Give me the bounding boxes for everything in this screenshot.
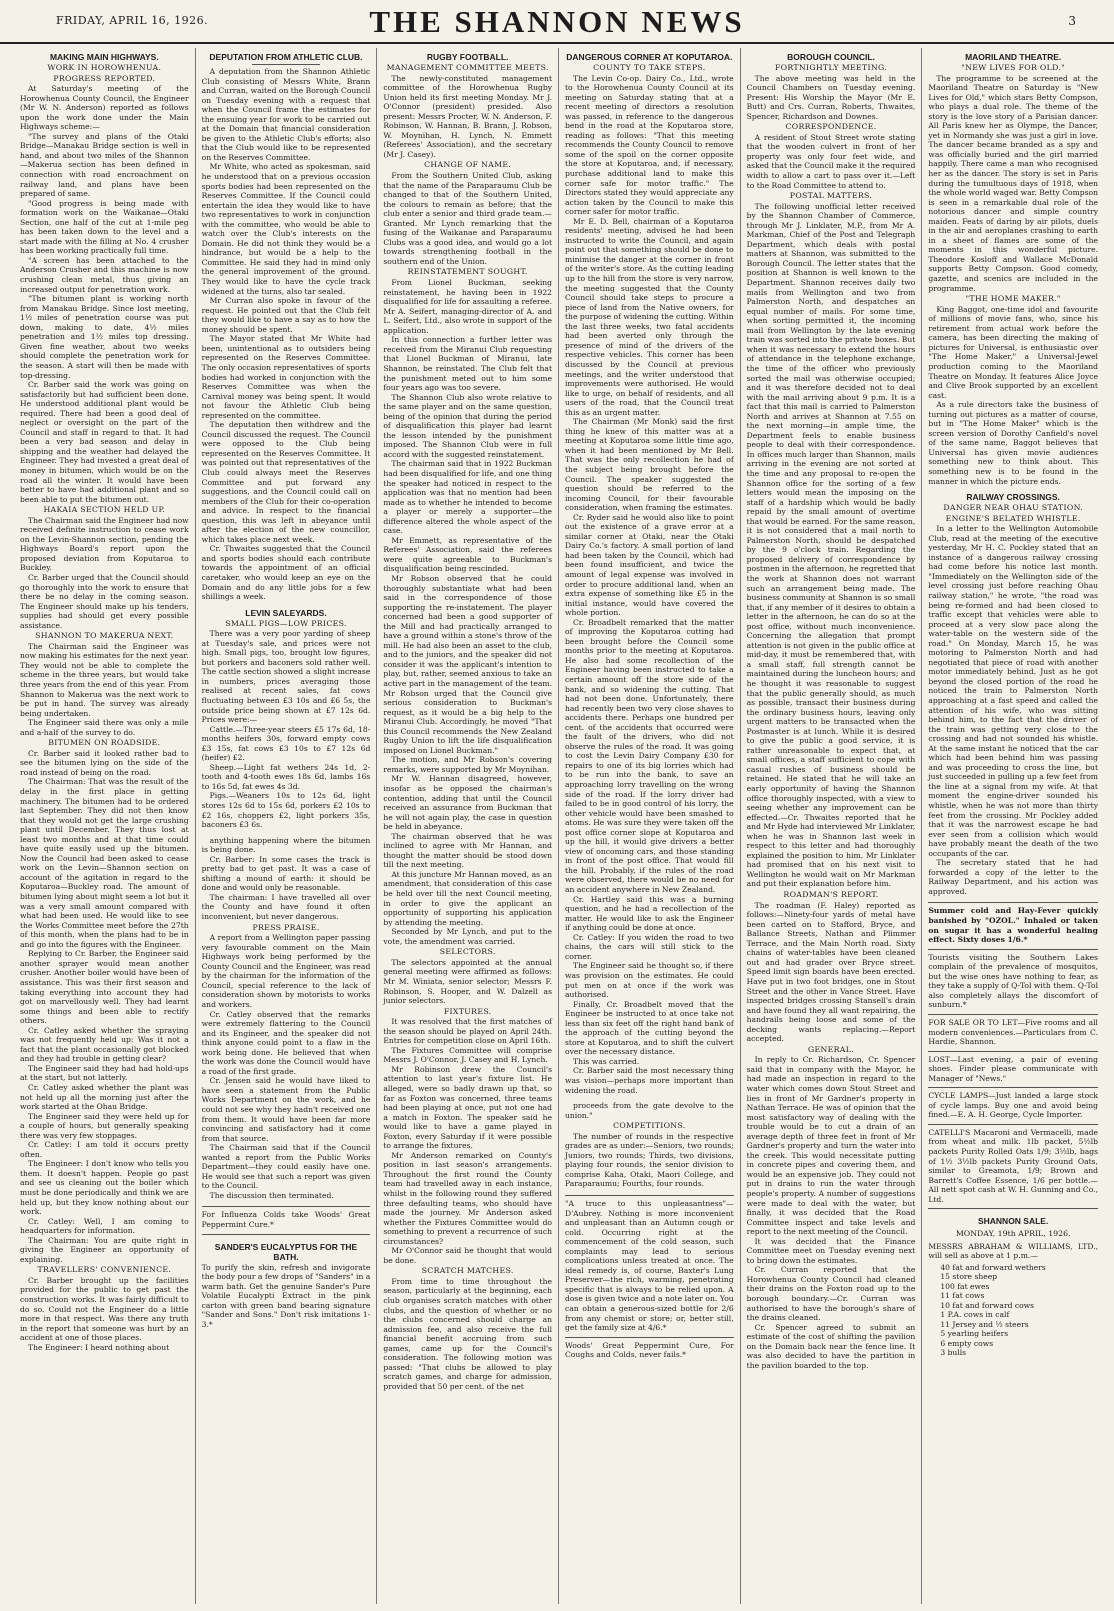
paragraph: The Engineer said he thought so, if there was provision on the estimates. He could put men on at once if the work was authorised. — [565, 961, 734, 1000]
sale-lots — [928, 1263, 1098, 1358]
headline: MAKING MAIN HIGHWAYS. — [49, 52, 159, 62]
subheading: PRESS PRAISE. — [252, 922, 320, 932]
paragraph: The Chairman said that if the Council wanted a report from the Public Works Department—they could easily have one. He would see that such a report was given to the Council. — [201, 1143, 371, 1191]
paragraph: King Baggot, one-time idol and favourite of millions of movie fans, who, since his retirement from actual work before the camera, has been directing the making of pictures for Universal, is enthusiastic over "The Home Maker," a Universal-Jewel production coming to the Maoriland Theatre on Monday. It features Alice Joyce and Clive Brook supported by an excellent cast. — [928, 304, 1098, 400]
article-main-highways — [20, 52, 189, 1352]
paragraph: The Mayor stated that Mr White had been, unintentional as to outsiders being represented on the Reserves Committee. The only occasion representatives of sports bodies had worked in conjunction with the Reserves Committee was when the Carnival money was being spent. It would not favour the Athletic Club being represented on the committee. — [201, 334, 371, 420]
paragraph: Replying to Cr. Barber, the Engineer said another sprayer would mean another crusher. Another boiler would have been of assistance. This was their first season and taking everything into account they had got on marvellously well. They had learnt some things and been able to rectify others. — [20, 949, 189, 1026]
paragraph: "The bitumen plant is working north from Manakau Bridge. Since lost meeting, 1½ miles of penetration course was put down, making to date, 4½ miles penetration and 1½ miles top dressing. Given fine weather, about two weeks should complete the penetration work for the season. A start will then be made with top-dressing. — [20, 294, 189, 380]
paragraph: In a letter to the Wellington Automobile Club, read at the meeting of the executive yesterday, Mr H. C. Pockley stated that an instance of a dangerous railway crossing had come before his notice last month. "Immediately on the Wellington side of the level crossing just before reaching Ohau railway station," he wrote, "the road was being re-formed and had been closed to traffic except that vehicles were able to proceed at a very slow pace along the water-table on the western side of the road." On Monday, March 15, he was motoring to Palmerston North and had negotiated that piece of road with another motor immediately behind. Just as he got beyond the closed portion of the road he noticed the train to Palmerston North approaching at a fast speed and called the attention of his wife, who was sitting behind him, to the fact that the driver of the train was getting very close to the crossing and had not sounded his whistle. At the same instant he noticed that the car which had been behind him was passing and was proceeding to cross the line, but just succeeded in pulling up a few feet from the line at a signal from my wife. At that moment the engine-driver sounded his whistle, when he was not more than thirty feet from the crossing. Mr Pockley added that it was the narrowest escape he had ever seen from a collision which would have probably meant the death of the two occupants of the car. — [928, 524, 1098, 858]
advert-text: Woods' Great Peppermint Cure, For Coughs and Colds, never fails.* — [565, 1340, 734, 1360]
paragraph: The discussion then terminated. — [209, 1190, 334, 1200]
subheading: "NEW LIVES FOR OLD." — [961, 63, 1066, 72]
paragraph: The Levin Co-op. Dairy Co., Ltd., wrote to the Horowhenua County Council at its meeting on Saturday stating that at a recent meeting of directors a resolution was passed, in reference to the dangerous bend in the road at the Koputaroa store, reading as follows: "That this meeting recommends the County Council to remove some of the spoil on the corner opposite the store at Koputaroa, and, if necessary, purchase additional land to make this corner safe for motor traffic." The Directors stated they would appreciate any action taken by the Council to make this corner safer for motor traffic. — [565, 73, 734, 217]
advert-text: LOST—Last evening, a pair of evening shoes. Finder please communicate with Manager of "News." — [928, 1054, 1098, 1083]
sale-lot: 3 bulls — [940, 1348, 967, 1358]
subheading: COMPETITIONS. — [613, 1121, 686, 1131]
advert-sanders — [202, 1234, 371, 1330]
paragraph: The Chairman: You are quite right in giving the Engineer an opportunity of explaining. — [20, 1235, 189, 1264]
headline: MAORILAND THEATRE. — [965, 52, 1062, 62]
paragraph: Mr Robson observed that he could thoroughly substantiate what had been said in the correspondence of those supporting the re-instatement. The player concerned had been a good supporter of the Mill and had practically arranged to have a ground within a stone's throw of the mill. He had also been an asset to the club, and to the juniors, and the speaker did not consider it was the applicant's intention to play, but, rather, seemed anxious to take an active part in the management of the team. Mr Robson urged that the Council give serious consideration to Buckman's request, as it would be a big help to the Miranui Club. Accordingly, he moved "That this Council recommends the New Zealand Rugby Union to lift the life disqualification imposed on Lionel Buckman." — [383, 573, 552, 755]
paragraph: Mr Robinson drew the Council's attention to last year's fixture list. He alleged, were so badly drawn up that, so far as Foxton was concerned, three teams had been playing at once, put not one had a match in Foxton. The speaker said he would like to have a game played in Foxton, every Saturday if it were possible to arrange the fixtures. — [383, 1064, 552, 1151]
paragraph: The above meeting was held in the Council Chambers on Tuesday evening. Present: His Worship the Mayor (Mr E. Butt) and Crs. Curran, Roberts, Thwaites, Spencer, Richardson and Downes. — [746, 73, 916, 121]
headline: DEPUTATION FROM ATHLETIC CLUB. — [209, 52, 363, 62]
headline: DANGEROUS CORNER AT KOPUTAROA. — [566, 52, 733, 62]
article-continued — [565, 1101, 734, 1189]
paragraph: In this connection a further letter was received from the Miranui Club requesting that Lionel Buckman of Miranui, late Shannon, be reinstated. The Club felt that the punishment meted out to him some four years ago was too severe. — [383, 335, 552, 393]
sale-lot: 1 P.A. cows in calf — [940, 1310, 1010, 1320]
paragraph: Cr. Barber said the work was going on satisfactorily but had sufficient been done. He understood additional plant would be required. There had been a good deal of neglect or oversight on the part of the Council and staff in regard to that. It had been a very bad season and delay in shipping and the weather had delayed the Engineer. They had invested a great deal of money in bitumen, which would be on the road all the winter. It would have been better to have had additional plant and so been able to put the bitumen out. — [20, 380, 189, 504]
paragraph: A resident of Stout Street wrote stating that the wooden culvert in front of her property was only four feet wide, and asked that the Council make it the required width to allow a cart to pass over it.—Left to the Road Committee to attend to. — [746, 132, 916, 190]
subheading: SHANNON TO MAKERUA NEXT. — [35, 631, 174, 641]
column-2 — [196, 48, 378, 1604]
paragraph: A deputation from the Shannon Athletic Club consisting of Messrs White, Brann and Curran, waited on the Borough Council on Tuesday evening with a request that when the Council frame the estimates for the ensuing year for work to be carried out at the Domain that financial consideration be given to the Athletic Club's efforts; also that the Club would like to be represented on the Reserves Committee. — [201, 67, 371, 162]
paragraph: Mr O'Connor said he thought that would be done. — [383, 1246, 552, 1265]
subheading: BITUMEN ON ROADSIDE. — [48, 738, 161, 748]
paragraph: Cattle.—Three-year steers £5 17s 6d, 18-months heifers 30s, forward empty cows £3 15s, fat cows £3 10s to £7 12s 6d (heifer) £2. — [201, 724, 371, 763]
paragraph: Pigs.—Weaners 10s to 12s 6d, light stores 12s 6d to 15s 6d, porkers £2 10s to £2 16s, choppers £2, light porkers 35s, baconers £3 6s. — [201, 791, 371, 830]
subheading: CORRESPONDENCE. — [785, 122, 877, 132]
article-koputaroa — [565, 52, 734, 1095]
paragraph: At this juncture Mr Hannan moved, as an amendment, that consideration of this case be held over till the next Council meeting, in order to give the applicant an opportunity of supporting his application by attending the meeting. — [383, 869, 552, 927]
subheading: SCRATCH MATCHES. — [421, 1266, 514, 1276]
paragraph: The Shannon Club also wrote relative to the same player and on the same question, being of the opinion that during the period of disqualification this player had learnt the lesson intended by the punishment imposed. The Shannon Club were in full accord with the suggested reinstatement. — [383, 392, 552, 459]
paragraph: "Good progress is being made with formation work on the Waikanae—Otaki Section, one half of the cut at 1-mile peg has been taken down to the level and a start made with the filling at No. 4 crusher has been working practically full time. — [20, 198, 189, 256]
paragraph: The Chairman said the Engineer had now received definite instruction to cease work on the Levin-Shannon section, pending the Highways Board's report upon the proposed deviation from Koputaroa to Buckley. — [20, 515, 189, 573]
paragraph: The Chairman (Mr Monk) said the first thing he knew of this matter was at a meeting at Koputaroa some little time ago, when it had been mentioned by Mr Bell. That was the only recollection he had of the subject being brought before the Council. The speaker suggested the question should be referred to the incoming Council, for their favourable consideration, when framing the estimates. — [565, 417, 734, 513]
article-rugby — [383, 52, 552, 1391]
article-railway-crossings — [928, 492, 1098, 896]
paragraph: This was carried. — [573, 1056, 640, 1066]
paragraph: Cr. Catley: Well, I am coming to headquarters for information. — [20, 1216, 189, 1236]
column-4 — [559, 48, 741, 1604]
sale-lot: 11 fat cows — [940, 1291, 985, 1301]
columns — [14, 48, 1104, 1604]
paragraph: Cr. Catley: If you widen the road to two chains, the cars will still stick to the corner. — [565, 932, 734, 961]
paragraph: proceeds from the gate devolve to the union." — [565, 1101, 734, 1120]
paragraph: The chairman said that in 1922 Buckman had been disqualified for life, and one thing the speaker had noticed in respect to the application was that no mention had been made as to whether he intended to become a player or merely a supporter—the difference altered the whole aspect of the case. — [383, 459, 552, 536]
advert-lost — [928, 1051, 1098, 1084]
subheading: CHANGE OF NAME. — [424, 160, 512, 170]
subheading: ENGINE'S BELATED WHISTLE. — [945, 513, 1081, 523]
advert-baxters — [565, 1195, 734, 1333]
sale-lot: 100 fat ewes — [940, 1281, 990, 1291]
headline: RUGBY FOOTBALL. — [426, 52, 509, 62]
sale-lot: 6 empty cows — [940, 1338, 994, 1348]
advert-shannon-sale — [928, 1208, 1098, 1358]
advert-text: CATELLI'S Macaroni and Vermacelli, made from wheat and milk. 1lb packet, 5½lb packets Purity Rolled Oats 1/9; 3½lb, bags of 1½ 3½lb packets Purity Ground Oats, similar to Greamota, 1/9; Brown and Barrett's Coffee Essence, 1/6 per bottle.—All nett spot cash at W. H. Gunning and Co., Ltd. — [928, 1127, 1098, 1204]
subheading: TRAVELLERS' CONVENIENCE. — [37, 1265, 172, 1275]
advert-text: "A truce to this unpleasantness"—D'Aubrey. Nothing is more inconvenient and unpleasant than an Autumn cough or cold. Occurring right at the commencement of the cold season, such complaints may lead to serious complications unless treated at once. The ideal remedy is, of course, Baxter's Lung Preserver—the rich, warming, penetrating specific that is always to be relied upon. A dose is given twice and a note later on. You can obtain a generous-sized bottle for 2/6 from any chemist or store; or, better still, get the family size at 4/6.* — [565, 1198, 734, 1333]
paragraph: Mr White, who acted as spokesman, said he understood that on a previous occasion sports bodies had been represented on the Reserves Committee. If the Council could entertain the idea they would like to have two representatives to work in conjunction with the committee, who would be able to watch over the Club's interests on the Domain. He did not think they would be a hindrance, but would be a help to the Committee. He said they had in mind only the general improvement of the ground. They would like to have the cycle track widened at the turns, also tar sealed. — [201, 162, 371, 296]
paragraph: The roadman (F. Haley) reported as follows:—Ninety-four yards of metal have been carted on to Stafford, Bryce, and Ballance Streets, Nathan and Plimmer Terrace, and the Main North road. Sixty chains of water-tables have been cleaned out and had grader over Bryce street. Speed limit sign boards have been erected. Have put in two foot bridges, one in Stout Street and the other in Vance Street. Have inspected bridges crossing Stansell's drain and have found they all want repairing, the handrails being loose and some of the decking wants replacing.—Report accepted. — [746, 900, 916, 1044]
subheading: REINSTATEMENT SOUGHT. — [407, 267, 528, 277]
paragraph: The following unofficial letter received by the Shannon Chamber of Commerce, through Mr J. Linklater, M.P., from Mr A. Markman, Chief of the Post and Telegraph Department, which deals with postal matters at Shannon, was submitted to the Borough Council. The letter states that the position at Shannon is well known to the Department. Shannon receives daily two mails from Wellington and two from Palmerston North, and despatches an equal number of mails. For some time, when sorting permitted it, the incoming mail from Wellington by the late evening train was sorted into the private boxes. But when it was necessary to extend the hours of attendance in the telephone exchange, the time of the officer who previously sorted the mail was otherwise occupied; and it was therefore decided not to deal with the mail arriving about 9 p.m. It is a fact that this mail is carried to Palmerston North and arrives at Shannon at 7.55 on the next morning—in ample time, the Department feels to enable business people to deal with their correspondence. In offices much larger than Shannon, mails arriving in the evening are not sorted at the time and any proposal to re-open the Shannon office for the sorting of a few letters would mean the imposing on the staff of a hardship which would be badly repaid by the small amount of overtime that would be earned. For the same reason, it is not considered that a mail north to Palmerston North, should be despatched by the 9 o'clock train. Regarding the proposed delivery of correspondence by postmen in the afternoon, he regretted that the work at Shannon does not warrant such an arrangement being made. The business community at Shannon is so small that, if any member of it desires to obtain a letter in the afternoon, he can do so at the post office, without much inconvenience. Concerning the allegation that prompt attention is not given in the public office at mid-day, it must be remembered that, with a small staff, full strength cannot be maintained during the luncheon hours; and he thought it was reasonable to suggest that the public generally should, as much as possible, transact their business during the ordinary business hours, leaving only urgent matters to be transacted when the Postmaster is at lunch. While it is desired to give the public a good service, it is rather unreasonable to expect that, at small offices, a staff sufficient to cope with casual rushes of business should be retained. He stated that he will take an early opportunity of having the Shannon office thoroughly inspected, with a view to seeing whether any improvement can be effected.—Cr. Thwaites reported that he and Mr Hyde had interviewed Mr Linklater, when he was in Shannon last week in respect to this letter and had thoroughly explained the position to him. Mr Linklater had promised that on his next visit to Wellington he would wait on Mr Markman and put their explanation before him. — [746, 201, 916, 889]
paragraph: The selectors appointed at the annual general meeting were affirmed as follows: Mr M. Winiata, senior selector; Messrs F. Robinson, S. Hooper, and W. Dalzell as junior selectors. — [383, 957, 552, 1006]
paragraph: Sheep.—Light fat wethers 24s 1d, 2-tooth and 4-tooth ewes 18s 6d, lambs 16s to 16s 5d, fat ewes 4s 3d. — [201, 762, 371, 791]
headline: LEVIN SALEYARDS. — [245, 607, 327, 618]
advert-title: SANDER'S EUCALYPTUS FOR THE BATH. — [214, 1241, 358, 1262]
sale-lot: 5 yearling heifers — [940, 1329, 1009, 1339]
paragraph: The Engineer said they were held up for a couple of hours, but generally speaking there was very few stoppages. — [20, 1111, 189, 1140]
subheading: POSTAL MATTERS. — [789, 191, 873, 201]
subheading: DANGER NEAR OHAU STATION. — [943, 503, 1083, 513]
paragraph: As a rule directors take the business of turning out pictures as a matter of course, but in "The Home Maker" which is the screen version of Dorothy Canfield's novel of the same name, Baggot believes that Universal has given movie audiences something new to think about. This something new is to be found in the manner in which the picture ends. — [928, 400, 1098, 486]
paragraph: In reply to Cr. Richardson, Cr. Spencer said that in company with the Mayor, he had made an inspection in regard to the water which comes down Stout Street and lies in front of Mr Gardner's property in Nathan Terrace. He was of opinion that the most satisfactory way of dealing with the trouble would be to cut a drain of an average depth of three feet in front of Mr Gardner's property and turn the water into the creek. This would necessitate putting in concrete pipes and covering them, and would be an expensive job. They could not put in drains to run the water through people's property. A number of suggestions were made to deal with the water, but finally, it was decided that the Road Committee inspect and take levels and report to the next meeting of the Council. — [746, 1055, 916, 1237]
article-levin-saleyards — [202, 608, 371, 830]
subheading: SMALL PIGS—LOW PRICES. — [225, 618, 347, 628]
paragraph: Cr. Catley asked whether the spraying was not frequently held up: Was it not a fact that the plant occasionally got blocked and they had trouble in getting clear? — [20, 1025, 189, 1064]
paragraph: The Engineer said there was only a mile and a-half of the survey to do. — [20, 718, 189, 737]
headline: RAILWAY CROSSINGS. — [966, 492, 1060, 503]
sale-lot: 15 store sheep — [940, 1272, 998, 1282]
advert-cycle-lamps — [928, 1087, 1098, 1120]
paragraph: It was decided that the Finance Committee meet on Tuesday evening next to bring down the estimates. — [746, 1236, 916, 1265]
paragraph: The Engineer said they had had hold-ups at the start, but not latterly. — [20, 1063, 189, 1083]
sale-lot: 40 fat and forward wethers — [940, 1262, 1046, 1272]
advert-text: MESSRS ABRAHAM & WILLIAMS, LTD., will sell as above at 1 p.m.— — [928, 1241, 1098, 1261]
paragraph: The chairman: I have travelled all over the County and have found it often inconvenient, but never dangerous. — [201, 892, 371, 922]
advert-woods — [202, 1206, 371, 1229]
paragraph: Cr. Barber brought up the facilities provided for the public to get past the construction works. It was fairly difficult to do so. Could not the Engineer do a little more in that respect. Was there any truth in the report that someone was hurt by an accident at one of those places. — [20, 1275, 189, 1343]
headline: BOROUGH COUNCIL. — [787, 52, 875, 62]
subheading: "THE HOME MAKER." — [965, 294, 1061, 304]
paragraph: Seconded by Mr Lynch, and put to the vote, the amendment was carried. — [383, 927, 552, 946]
advert-qtol — [928, 949, 1098, 1010]
subheading: GENERAL. — [807, 1044, 854, 1054]
subheading: WORK IN HOROWHENUA. — [47, 63, 162, 72]
column-6 — [922, 48, 1104, 1604]
paragraph: The chairman observed that he was inclined to agree with Mr Hannan, and thought the matter should be stood down till the next meeting. — [383, 831, 552, 870]
subheading: ROADMAN'S REPORT. — [783, 890, 879, 900]
subheading: FIXTURES. — [443, 1006, 492, 1016]
paragraph: Cr. Thwaites suggested that the Council and sports bodies should each contribute towards the appointment of an official caretaker, who would keep an eye on the Domain and do any little jobs for a few shillings a week. — [201, 544, 371, 602]
paragraph: The Chairman said the Engineer was now making his estimates for the next year. They would not be able to complete the scheme in the three years, but would take three years from the end of this year. From Shannon to Makerua was the next work to be put in hand. The survey was already being undertaken. — [20, 641, 189, 718]
paragraph: From Lionel Buckman, seeking reinstatement, he having been in 1922 disqualified for life for assaulting a referee. Mr A. Seifert, managing-director of A. and L. Seifert, Ltd., also wrote in support of the application. — [383, 278, 552, 335]
advert-title: SHANNON SALE. — [977, 1216, 1049, 1227]
paragraph: anything happening where the bitumen is being done. — [201, 835, 371, 855]
paragraph: "The survey and plans of the Otaki Bridge—Manakau Bridge section is well in hand, and about two miles of the Shannon—Makerua section has been defined in connection with road encroachment on railway land, and plans have been prepared of same. — [20, 131, 189, 199]
paragraph: From time to time throughout the season, particularly at the beginning, each club organises scratch matches with other clubs, and the question of whether or no the clubs concerned should charge an admission fee, and also receive the full financial benefit accruing from such games, came up for the Council's consideration. The following motion was passed: "That clubs be allowed to play scratch games, and charge for admission, provided that 50 per cent. of the net — [383, 1276, 552, 1391]
paragraph: Cr. Curran reported that the Horowhenua County Council had cleaned their drains on the Foxton road up to the borough boundary.—Cr. Curran was authorised to have the borough's share of the drains cleaned. — [746, 1265, 916, 1323]
paragraph: The Engineer: I heard nothing about — [28, 1342, 170, 1352]
subheading: FORTNIGHTLY MEETING. — [774, 63, 888, 72]
paragraph: The Engineer: I don't know who tells you them. It doesn't happen. People go past and see us cleaning out the boiler which must be done periodically and think we are held up, but they know nothing about our work. — [20, 1159, 189, 1217]
paragraph: From the Southern United Club, asking that the name of the Paraparaumu Club be changed to that of the Southern United, the colours to remain as before; that the club enter a senior and third grade team.—Granted. Mr Lynch remarking that the fusing of the Waikanae and Paraparaumu Clubs was a good idea, and would go a lot towards strengthening football in the southern end of the Union. — [383, 171, 552, 266]
paragraph: The Chairman: That was the result of the delay in the first place in getting machinery. The bitumen had to be ordered last September. They did not then know that they would not get the large crushing plant until December. They thus lost at least two months and at that time could have quite easily used up the bitumen. Now the Council had been asked to cease work on the Levin—Shannon section on account of the agitation in regard to the Koputaroa—Buckley road. The amount of bitumen lying about might seem a lot but it was a very small amount compared with what had been used. He would like to see the Works Committee meet before the 27th of this month, when the plans had to be in and go into the figures with the Engineer. — [20, 777, 189, 949]
advert-text: For Influenza Colds take Woods' Great Peppermint Cure.* — [201, 1210, 371, 1229]
advert-catellis — [928, 1124, 1098, 1204]
paragraph: Cr. Barber said it looked rather bad to see the bitumen lying on the side of the road instead of being on the road. — [20, 748, 189, 777]
advert-text: Summer cold and Hay-Fever quickly banished by "OZOL." Inhaled or taken on sugar it has a wonderful healing effect. Sixty doses 1/6.* — [928, 906, 1098, 945]
paragraph: The programme to be screened at the Maoriland Theatre on Saturday is "New Lives for Old," which stars Betty Compson, who plays a dual role. The theme of the story is the love story of a Parisian dancer. All Paris knew her as Olympe, the Dancer, yet in Normandy she was just a girl in love. The dancer became branded as a spy and was officially buried and the girl married happily. There came a man who recognised her as the dancer. The story is set in Paris during the tumultuous days of 1918, when the whole world waged war. Betty Compson is seen in a remarkable dual role of the notorious dancer and simple country maiden. Feats of daring by air pilots, duels in the air and aeroplanes crashing to earth in a sheet of flames are some of the moments in this wonderful picture. Theodore Kosloff and Wallace McDonald supports Betty Compson. Good comedy, gazette, and scenics are included in the programme. — [928, 73, 1098, 293]
article-borough-council — [747, 52, 916, 1370]
article-maoriland-theatre — [928, 52, 1098, 486]
paragraph: At Saturday's meeting of the Horowhenua County Council, the Engineer (Mr W. N. Anderson) reported as follows upon the work done under the Main Highways scheme:— — [20, 84, 189, 132]
paragraph: Cr. Catley observed that the remarks were extremely flattering to the Council and its Engineer, and the speaker did not think anyone could point to a flaw in the work being done. He believed that when the work was done the Council would have a road of the first grade. — [201, 1009, 371, 1076]
column-3 — [377, 48, 559, 1604]
issue-date: FRIDAY, APRIL 16, 1926. — [56, 14, 209, 27]
paragraph: The deputation then withdrew and the Council discussed the request. The Council were opposed to the Club being represented on the Reserves Committee. It was pointed out that representatives of the Club could always meet the Reserves Committee and put forward any suggestions, and the Council could call on members of the Club for their co-operation and advice. In respect to the financial question, this was left in abeyance until after the election of the new councillor, which takes place next week. — [201, 420, 371, 544]
paragraph: Cr. Hartley said this was a burning question, and he had a recollection of the matter. He would like to ask the Engineer if anything could be done at once. — [565, 894, 734, 933]
paragraph: There was a very poor yarding of sheep at Tuesday's sale, and prices were not high. Small pigs, too, brought low figures, but porkers and baconers sold rather well. The cattle section showed a slight increase in numbers, prices averaging those realised at recent sales, fat cows fluctuating between £3 10s and £6 5s, the outside price being shown at £7 12s 6d. Prices were:— — [201, 629, 371, 725]
advert-woods — [565, 1337, 734, 1360]
subheading: SELECTORS. — [439, 947, 496, 957]
paragraph: Cr. Barber said the most necessary thing was vision—perhaps more important than widening the road. — [565, 1066, 734, 1095]
paragraph: "A screen has been attached to the Anderson Crusher and this machine is now crushing clean metal, thus giving an increased output for penetration work. — [20, 255, 189, 294]
paragraph: The motion, and Mr Robson's covering remarks, were supported by Mr Moynihan. — [383, 755, 552, 774]
advert-text: To purify the skin, refresh and invigorate the body pour a few drops of "Sanders" in a warm bath. Get the genuine Sander's Pure Volatile Eucalypti Extract in the pink carton with green band bearing signature "Sander and Sons." Don't risk imitations 1-3.* — [201, 1262, 371, 1329]
paragraph: Cr. Barber urged that the Council should go thoroughly into the work to ensure that there be no delay in the coming season. The Engineer should make up his tenders, supplies had should get every possible assistance. — [20, 572, 189, 630]
paragraph: Cr. Jensen said he would have liked to have seen a statement from the Public Works Department on the work, and he could not see why they hadn't received one from them. It would have been far more convincing and satisfactory had it come from that source. — [201, 1076, 371, 1143]
paragraph: A report from a Wellington paper passing very favourable comment on the Main Highways work being performed by the County Council and the Engineer, was read by the chairman for the information of the Council, special reference to the lack of consideration shown by motorists to works and workers. — [201, 933, 371, 1009]
subheading: HAKAIA SECTION HELD UP. — [43, 505, 166, 515]
paragraph: Cr. Ryder said he would also like to point out the existence of a grave error at a similar corner at Otaki, near the Otaki Dairy Co.'s factory. A small portion of land had been taken by the Council, which had been found insufficient, and twice the amount of legal expense was involved in order to procure additional land, when an extra expense of something like £5 in the initial instance, would have covered the whole portion. — [565, 512, 734, 618]
paragraph: Mr E. D. Bell, chairman of a Koputaroa residents' meeting, advised he had been instructed to write the Council, and again point out that something should be done to minimise the danger at the corner in front of the writer's store. As the cutting leading up to the hill from the store is very narrow, the meeting suggested that the County Council should take steps to procure a piece of land from the Native owners, for the purpose of widening the cutting. Within the last three weeks, two fatal accidents had been averted only through the presence of mind of the drivers of the respective vehicles. This corner has been discussed by the Council at previous meetings, and the writer understood that improvements were authorised. He would like to urge, on behalf of residents, and all users of the road, that the Council treat this as an urgent matter. — [565, 216, 734, 417]
column-1 — [14, 48, 196, 1604]
paragraph: It was resolved that the first matches of the season should be played on April 24th. Entries for competition close on April 16th. — [383, 1017, 552, 1046]
advert-for-sale — [928, 1014, 1098, 1047]
page-number: 3 — [1068, 14, 1076, 28]
column-5 — [741, 48, 923, 1604]
paragraph: Cr. Spencer agreed to submit an estimate of the cost of shifting the pavilion on the Domain back near the fence line. It was also decided to have the partition in the pavilion boarded to the top. — [746, 1322, 916, 1370]
sale-lot: 11 Jersey and ½ steers — [940, 1319, 1029, 1329]
advert-text: CYCLE LAMPS—Just landed a large stock of cycle lamps. Buy one and avoid being fined.—E. A. H. George, Cycle Importer. — [928, 1091, 1098, 1120]
advert-text: Tourists visiting the Southern Lakes complain of the prevalence of mosquitos, but the wise ones have nothing to fear, as they take a supply of Q-Tol with them. Q-Tol also completely allays the discomfort of sunburn.* — [928, 952, 1098, 1010]
article-continued — [202, 836, 371, 1201]
sale-date: MONDAY, 19th APRIL, 1926. — [955, 1229, 1071, 1239]
paragraph: Cr. Barber: In some cases the track is pretty bad to get past. It was a case of shifting a mound of earth: it should be done and would only be reasonable. — [201, 854, 371, 893]
paragraph: The newly-constituted management committee of the Horowhenua Rugby Union held its first meeting Monday. Mr J. O'Connor (president) presided. Also present: Messrs Procter, W. N. Anderson, F. Robinson, W. Hannan, B. Brann, J. Robson, W. Moynihan, H. Lynch, N. Emmett (Referees' Association), and the secretary (Mr J. Casey). — [383, 73, 552, 159]
paragraph: Mr Emmett, as representative of the Referees' Association, said the referees were quite agreeable to Buckman's disqualification being rescinded. — [383, 535, 552, 574]
paragraph: Finally, Cr. Broadbelt moved that the Engineer be instructed to at once take not less than six feet off the right hand bank of the approach of the cutting beyond the store at Koputaroa, and to shift the culvert over the necessary distance. — [565, 999, 734, 1057]
paragraph: Mr Anderson remarked on County's position in last season's arrangements. Throughout the first round the County team had travelled away in each instance, whilst in the following round they suffered three defaulting teams, who should have made the journey. Mr Anderson asked whether the Fixtures Committee would do something to prevent a recurrence of such circumstances? — [383, 1150, 552, 1246]
paragraph: Cr. Broadbelt remarked that the matter of improving the Koputaroa cutting had been brought before the Council some months prior to the meeting at Koputaroa. He also had some recollection of the Engineer having been instructed to take a certain amount off the store side of the bank, and so widening the cutting. That had not been done. Unfortunately, there had recently been two very close shaves to accidents there. Perhaps one hundred per cent. of the accidents that occurred were the fault of the drivers, who did not observe the rules of the road. It was going to cost the Levin Dairy Company £30 for repairs to one of its big lorries which had to be run into the bank, to save an approaching lorry travelling on the wrong side of the road. If the lorry driver had failed to be in good control of his lorry, the other vehicle would have been smashed to atoms. He was sure they were taken off the post office corner slope at Koputaroa and up the hill, it would give drivers a better view of oncoming cars, and those standing in front of the post office. That would fill the hill. Probably, if the rules of the road were observed, there would be no need for an accident anywhere in New Zealand. — [565, 617, 734, 895]
subheading: COUNTY TO TAKE STEPS. — [593, 63, 706, 72]
paragraph: Cr. Catley asked whether the plant was not held up all the morning just after the work started at the Ohau Bridge. — [20, 1082, 189, 1112]
sale-lot: 10 fat and forward cows — [940, 1300, 1035, 1310]
advert-text: FOR SALE OR TO LET—Five rooms and all modern conveniences.—Particulars from C. Hardie, Shannon. — [928, 1017, 1098, 1047]
paragraph: Mr Curran also spoke in favour of the request. He pointed out that the Club felt they would like to have a say as to how the money should be spent. — [201, 296, 371, 334]
masthead — [0, 0, 1114, 44]
paragraph: The Fixtures Committee will comprise Messrs J. O'Connor, J. Casey and H. Lynch. — [383, 1045, 552, 1065]
paragraph: The secretary stated that he had forwarded a copy of the letter to the Railway Department, and his action was approved. — [928, 858, 1098, 896]
paragraph: Mr W. Hannan disagreed, however, insofar as he opposed the chairman's contention, adding that until the Council received an assurance from Buckman that he will not again play, the case in question be held in abeyance. — [383, 774, 552, 832]
advert-ozol — [928, 902, 1098, 944]
subheading: MANAGEMENT COMMITTEE MEETS. — [386, 63, 549, 72]
subheading: PROGRESS REPORTED. — [53, 73, 156, 83]
newspaper-title: THE SHANNON NEWS — [369, 4, 745, 39]
paragraph: Cr. Catley: I am told it occurs pretty often. — [20, 1140, 189, 1159]
paragraph: The number of rounds in the respective grades are as under:—Seniors, two rounds; Juniors, two rounds; Thirds, two divisions, playing four rounds, the senior division to comprise Kaha, Otaki, Maori College, and Paraparaumu; Fourths, four rounds. — [565, 1131, 734, 1189]
article-deputation — [202, 52, 371, 602]
